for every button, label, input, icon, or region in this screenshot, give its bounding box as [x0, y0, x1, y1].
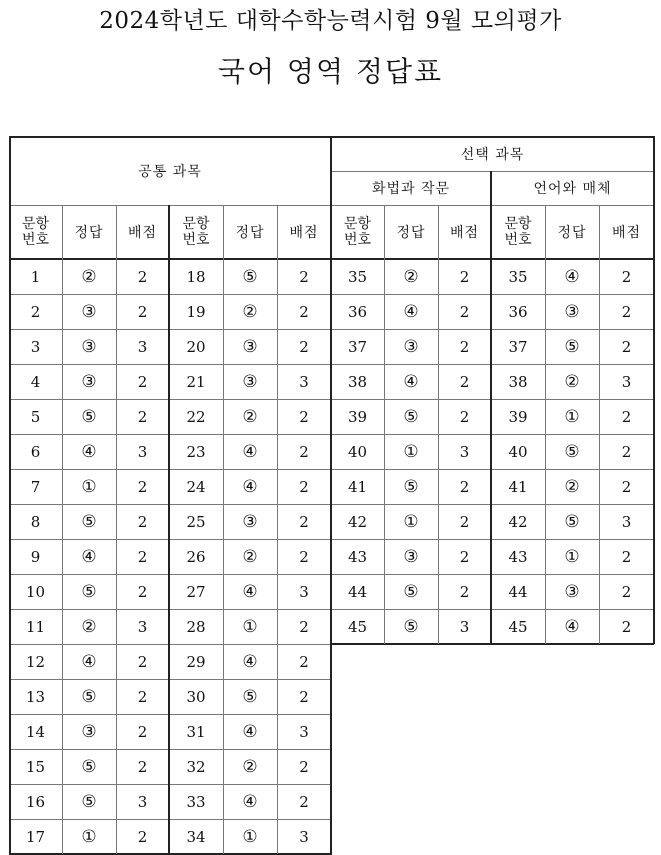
points-value: 2	[137, 407, 148, 426]
answer-choice: ①	[564, 406, 580, 427]
answer-choice: ③	[403, 546, 419, 567]
question-number: 23	[186, 442, 206, 461]
points-value: 2	[137, 372, 148, 391]
points-value: 2	[299, 477, 309, 496]
column-divider	[384, 205, 385, 644]
answer-choice: ⑤	[81, 756, 97, 777]
points-value: 2	[299, 442, 309, 461]
question-number: 40	[347, 442, 368, 461]
document-subtitle: 국어 영역 정답표	[217, 55, 444, 88]
question-number: 36	[508, 302, 528, 321]
table-left-border	[9, 136, 11, 854]
answer-choice: ②	[81, 616, 97, 637]
question-number: 9	[30, 547, 41, 566]
answer-choice: ④	[403, 301, 419, 322]
header-common-subject: 공통 과목	[138, 163, 202, 180]
question-number: 18	[186, 267, 206, 286]
document-title: 2024학년도 대학수학능력시험 9월 모의평가	[99, 8, 562, 34]
question-number: 16	[25, 792, 46, 811]
answer-choice: ②	[242, 406, 258, 427]
question-number: 8	[30, 512, 41, 531]
answer-choice: ④	[242, 651, 258, 672]
question-number: 15	[25, 757, 46, 776]
question-number: 24	[186, 477, 206, 496]
question-number: 19	[186, 302, 206, 321]
answer-choice: ①	[242, 616, 258, 637]
question-number: 12	[25, 652, 46, 671]
points-value: 2	[137, 652, 148, 671]
points-value: 2	[299, 337, 309, 356]
points-value: 2	[299, 267, 309, 286]
header-answer: 정답	[557, 225, 587, 241]
header-answer: 정답	[396, 225, 426, 241]
points-value: 2	[299, 652, 309, 671]
question-number: 4	[30, 372, 41, 391]
question-number: 33	[186, 792, 206, 811]
question-number: 44	[347, 582, 368, 601]
question-number: 29	[186, 652, 206, 671]
question-number: 14	[25, 722, 46, 741]
points-value: 3	[299, 372, 309, 391]
question-number: 7	[30, 477, 41, 496]
points-value: 3	[459, 442, 470, 461]
answer-choice: ②	[242, 546, 258, 567]
question-number: 34	[186, 827, 206, 846]
points-value: 3	[299, 722, 309, 741]
question-number: 39	[508, 407, 528, 426]
points-value: 2	[137, 722, 148, 741]
question-number: 25	[186, 512, 206, 531]
points-value: 2	[137, 267, 148, 286]
question-number: 20	[186, 337, 206, 356]
answer-choice: ④	[564, 266, 580, 287]
answer-choice: ④	[242, 476, 258, 497]
answer-choice: ⑤	[242, 266, 258, 287]
header-divider	[331, 171, 654, 172]
points-value: 2	[621, 407, 632, 426]
answer-choice: ④	[242, 581, 258, 602]
answer-choice: ③	[403, 336, 419, 357]
question-number: 41	[347, 477, 368, 496]
question-number: 35	[508, 267, 528, 286]
answer-choice: ⑤	[403, 616, 419, 637]
points-value: 2	[137, 757, 148, 776]
answer-choice: ②	[564, 476, 580, 497]
points-value: 3	[299, 582, 309, 601]
question-number: 32	[186, 757, 206, 776]
answer-choice: ④	[403, 371, 419, 392]
question-number: 37	[508, 337, 528, 356]
row-divider	[9, 679, 331, 680]
header-question-number	[331, 205, 384, 259]
header-question-number-line1: 문항	[182, 216, 210, 232]
answer-choice: ④	[242, 441, 258, 462]
row-divider	[9, 784, 331, 785]
points-value: 2	[299, 687, 309, 706]
header-points: 배점	[449, 225, 480, 241]
header-answer: 정답	[74, 225, 104, 241]
points-value: 2	[299, 757, 309, 776]
question-number: 17	[25, 827, 46, 846]
question-number: 2	[30, 302, 41, 321]
points-value: 3	[137, 792, 148, 811]
header-question-number-line1: 문항	[343, 216, 372, 232]
answer-choice: ①	[403, 511, 419, 532]
answer-choice: ①	[403, 441, 419, 462]
answer-choice: ⑤	[81, 686, 97, 707]
answer-choice: ①	[242, 826, 258, 847]
answer-choice: ③	[81, 301, 97, 322]
answer-choice: ①	[564, 546, 580, 567]
points-value: 2	[459, 337, 470, 356]
row-divider	[9, 714, 331, 715]
points-value: 2	[299, 617, 309, 636]
points-value: 3	[137, 617, 148, 636]
answer-choice: ④	[242, 791, 258, 812]
question-number: 43	[508, 547, 528, 566]
header-question-number-line1: 문항	[21, 216, 50, 232]
question-number: 6	[30, 442, 41, 461]
points-value: 3	[137, 337, 148, 356]
answer-choice: ①	[81, 826, 97, 847]
column-divider	[545, 205, 546, 644]
question-number: 5	[30, 407, 41, 426]
question-number: 31	[186, 722, 206, 741]
header-question-number-line2: 번호	[504, 232, 532, 248]
points-value: 2	[459, 547, 470, 566]
header-hwabeop-jakmun: 화법과 작문	[371, 181, 451, 197]
question-number: 21	[186, 372, 206, 391]
question-number: 22	[186, 407, 206, 426]
question-number: 38	[508, 372, 528, 391]
answer-choice: ⑤	[403, 581, 419, 602]
header-elective-subject: 선택 과목	[460, 146, 525, 163]
column-divider	[116, 205, 117, 854]
points-value: 3	[299, 827, 309, 846]
points-value: 2	[299, 547, 309, 566]
answer-key-table	[9, 136, 654, 851]
answer-choice: ③	[564, 581, 580, 602]
question-number: 28	[186, 617, 206, 636]
points-value: 2	[621, 337, 632, 356]
points-value: 2	[621, 582, 632, 601]
answer-choice: ⑤	[403, 476, 419, 497]
answer-choice: ⑤	[403, 406, 419, 427]
points-value: 2	[621, 442, 632, 461]
column-divider	[438, 205, 439, 644]
header-points: 배점	[127, 225, 158, 241]
points-value: 3	[459, 617, 470, 636]
column-divider	[223, 205, 224, 854]
answer-choice: ③	[81, 371, 97, 392]
answer-choice: ④	[242, 721, 258, 742]
column-divider	[277, 205, 278, 854]
row-divider	[9, 749, 331, 750]
points-value: 2	[137, 687, 148, 706]
question-number: 40	[508, 442, 528, 461]
question-number: 11	[25, 617, 46, 636]
header-question-number-line2: 번호	[182, 232, 210, 248]
points-value: 2	[299, 512, 309, 531]
points-value: 3	[621, 512, 632, 531]
answer-choice: ③	[242, 511, 258, 532]
points-value: 2	[137, 477, 148, 496]
column-divider	[62, 205, 63, 854]
question-number: 30	[186, 687, 206, 706]
header-answer: 정답	[235, 225, 265, 241]
answer-choice: ⑤	[81, 406, 97, 427]
points-value: 2	[621, 267, 632, 286]
question-number: 41	[508, 477, 528, 496]
answer-choice: ④	[81, 651, 97, 672]
points-value: 2	[459, 372, 470, 391]
question-number: 43	[347, 547, 368, 566]
answer-choice: ④	[564, 616, 580, 637]
points-value: 3	[621, 372, 632, 391]
points-value: 2	[137, 827, 148, 846]
points-value: 2	[621, 547, 632, 566]
header-points: 배점	[611, 225, 642, 241]
answer-choice: ⑤	[81, 791, 97, 812]
header-question-number-line1: 문항	[504, 216, 532, 232]
answer-choice: ③	[81, 721, 97, 742]
answer-choice: ②	[81, 266, 97, 287]
points-value: 2	[621, 302, 632, 321]
question-number: 45	[347, 617, 368, 636]
header-points: 배점	[289, 225, 319, 241]
answer-choice: ②	[403, 266, 419, 287]
points-value: 2	[459, 267, 470, 286]
answer-choice: ⑤	[242, 686, 258, 707]
table-right-border	[653, 136, 655, 644]
answer-choice: ③	[81, 336, 97, 357]
question-number: 3	[30, 337, 41, 356]
points-value: 2	[621, 617, 632, 636]
points-value: 3	[137, 442, 148, 461]
answer-choice: ⑤	[564, 336, 580, 357]
question-number: 39	[347, 407, 368, 426]
answer-choice: ⑤	[564, 441, 580, 462]
question-number: 36	[347, 302, 368, 321]
points-value: 2	[137, 547, 148, 566]
header-question-number	[9, 205, 62, 259]
question-number: 26	[186, 547, 206, 566]
elective-bottom-border	[331, 643, 654, 645]
points-value: 2	[459, 477, 470, 496]
common-right-border	[330, 136, 332, 854]
points-value: 2	[137, 302, 148, 321]
answer-choice: ⑤	[81, 511, 97, 532]
header-question-number	[491, 205, 545, 259]
column-divider	[599, 205, 600, 644]
row-divider	[9, 819, 331, 820]
answer-choice: ②	[242, 756, 258, 777]
question-number: 44	[508, 582, 528, 601]
answer-choice: ①	[81, 476, 97, 497]
points-value: 2	[459, 302, 470, 321]
points-value: 2	[621, 477, 632, 496]
points-value: 2	[459, 407, 470, 426]
points-value: 2	[299, 302, 309, 321]
answer-choice: ⑤	[564, 511, 580, 532]
header-question-number	[169, 205, 223, 259]
answer-choice: ②	[242, 301, 258, 322]
answer-choice: ③	[564, 301, 580, 322]
answer-choice: ③	[242, 336, 258, 357]
answer-choice: ②	[564, 371, 580, 392]
answer-choice: ④	[81, 546, 97, 567]
question-number: 35	[347, 267, 368, 286]
answer-choice: ④	[81, 441, 97, 462]
answer-choice: ⑤	[81, 581, 97, 602]
header-eoneo-maeche: 언어와 매체	[533, 181, 612, 197]
header-question-number-line2: 번호	[343, 232, 372, 248]
question-number: 27	[186, 582, 206, 601]
points-value: 2	[459, 512, 470, 531]
question-number: 45	[508, 617, 528, 636]
points-value: 2	[137, 512, 148, 531]
answer-choice: ③	[242, 371, 258, 392]
points-value: 2	[137, 582, 148, 601]
group-divider	[168, 205, 170, 854]
question-number: 13	[25, 687, 46, 706]
points-value: 2	[459, 582, 470, 601]
question-number: 42	[347, 512, 368, 531]
question-number: 1	[30, 267, 41, 286]
question-number: 37	[347, 337, 368, 356]
question-number: 42	[508, 512, 528, 531]
points-value: 2	[299, 407, 309, 426]
question-number: 10	[25, 582, 46, 601]
question-number: 38	[347, 372, 368, 391]
points-value: 2	[299, 792, 309, 811]
header-question-number-line2: 번호	[21, 232, 50, 248]
group-divider	[490, 171, 492, 644]
